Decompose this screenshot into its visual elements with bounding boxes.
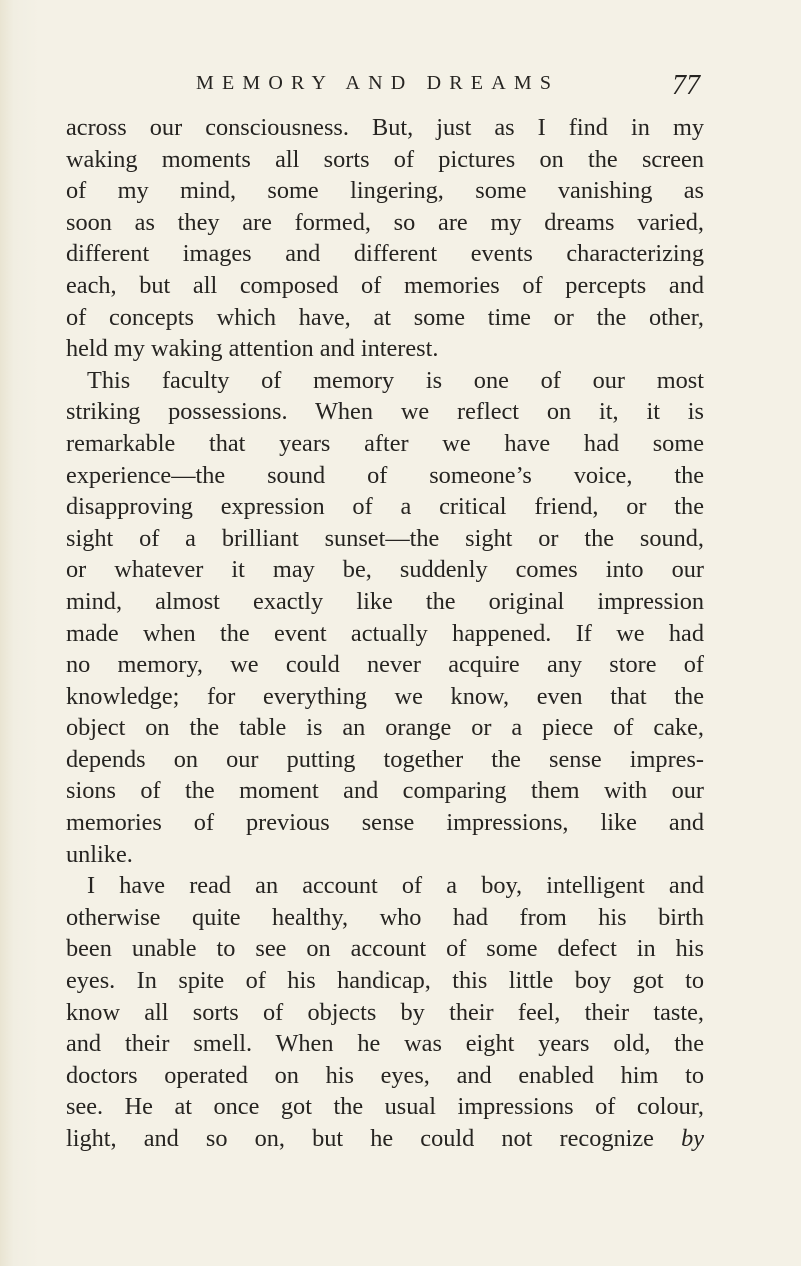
text-line: object on the table is an orange or a piece of cake, <box>66 714 704 742</box>
text-line: This faculty of memory is one of our most <box>87 366 704 394</box>
text-line: different images and different events characterizing <box>66 240 704 268</box>
text-line: of concepts which have, at some time or the other, <box>66 303 704 331</box>
text-line: eyes. In spite of his handicap, this little boy got to <box>66 967 704 995</box>
page-number: 77 <box>672 70 700 101</box>
text-line: across our consciousness. But, just as I find in my <box>66 114 704 141</box>
text-line: see. He at once got the usual impressions of colour, <box>66 1093 704 1121</box>
text-line: knowledge; for everything we know, even that the <box>66 682 704 710</box>
text-line: memories of previous sense impressions, like and <box>66 809 704 837</box>
text-line: no memory, we could never acquire any store of <box>66 651 704 679</box>
text-line: mind, almost exactly like the original impression <box>66 587 704 615</box>
text-line: unlike. <box>66 840 133 868</box>
text-line: been unable to see on account of some defect in his <box>66 935 704 963</box>
text-line: sions of the moment and comparing them with our <box>66 777 704 805</box>
text-line: disapproving expression of a critical friend, or the <box>66 493 704 521</box>
text-line: I have read an account of a boy, intelligent and <box>87 872 704 900</box>
text-line: and their smell. When he was eight years old, the <box>66 1030 704 1058</box>
text-line: of my mind, some lingering, some vanishing as <box>66 177 704 205</box>
text-line: soon as they are formed, so are my dreams varied, <box>66 208 704 236</box>
text-line: light, and so on, but he could not recognize <box>66 1125 654 1152</box>
text-line: waking moments all sorts of pictures on the screen <box>66 145 704 173</box>
text-line: sight of a brilliant sunset—the sight or the sound, <box>66 524 704 552</box>
text-line: know all sorts of objects by their feel, their taste, <box>66 998 704 1026</box>
text-line: made when the event actually happened. If we had <box>66 619 704 647</box>
running-title: MEMORY AND DREAMS <box>196 72 560 94</box>
text-line: doctors operated on his eyes, and enabled him to <box>66 1061 704 1089</box>
text-line: experience—the sound of someone’s voice, the <box>66 461 704 489</box>
text-line: remarkable that years after we have had some <box>66 429 704 457</box>
text-line: or whatever it may be, suddenly comes into our <box>66 556 704 584</box>
italic-word: by <box>681 1125 704 1152</box>
text-line: striking possessions. When we reflect on it, it is <box>66 398 704 426</box>
text-line-final <box>66 1123 704 1155</box>
text-line: each, but all composed of memories of percepts and <box>66 271 704 299</box>
text-line: held my waking attention and interest. <box>66 335 439 363</box>
text-line: depends on our putting together the sense impres- <box>66 745 704 773</box>
text-line: otherwise quite healthy, who had from his birth <box>66 903 704 931</box>
body-text <box>66 112 704 1155</box>
